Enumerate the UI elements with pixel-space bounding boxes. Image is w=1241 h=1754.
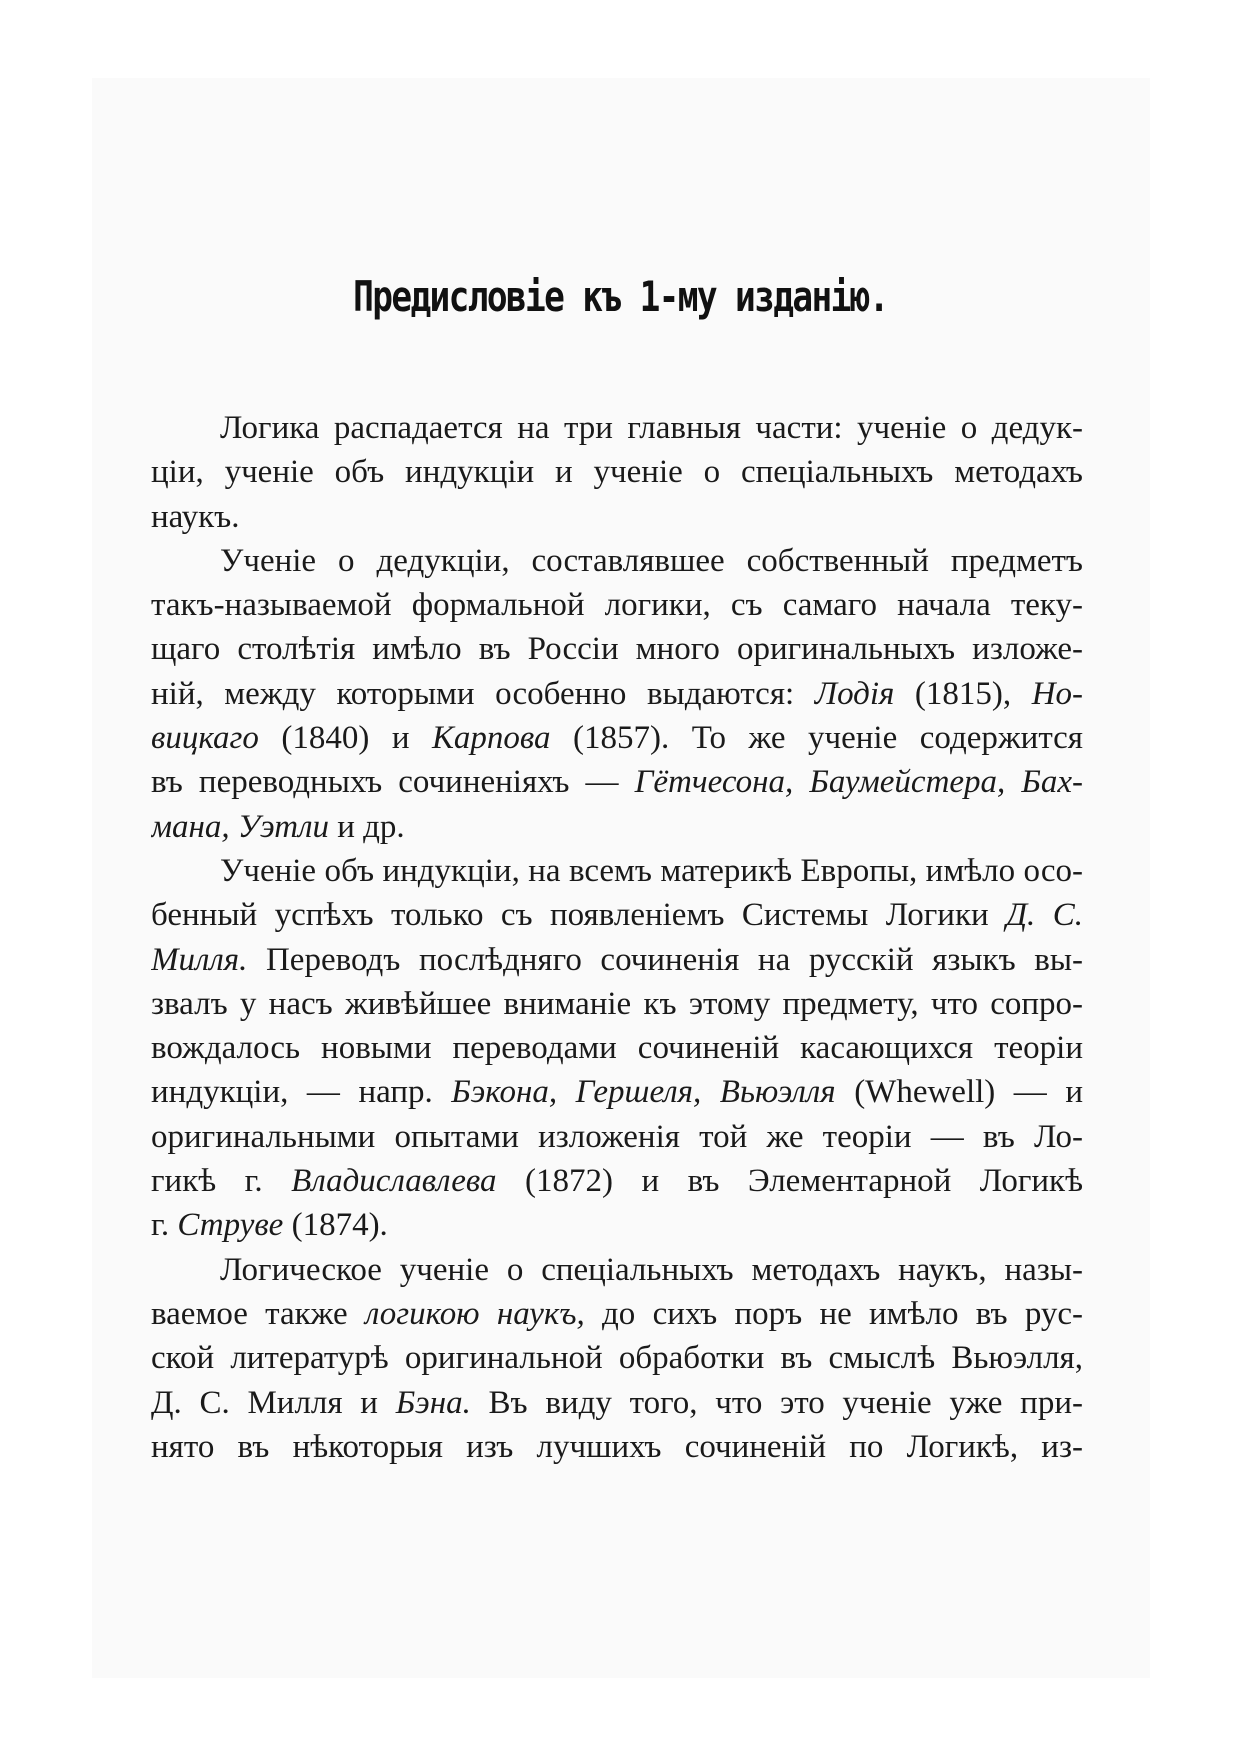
text-segment: до сихъ поръ не имѣло въ рус- — [584, 1295, 1083, 1332]
text-segment: ской литературѣ оригинальной обработки въ смыслѣ Вьюэлля, — [151, 1340, 1083, 1377]
text-line — [151, 1026, 1083, 1070]
text-line — [151, 672, 1083, 716]
text-line — [151, 760, 1083, 804]
text-segment: (1872) и въ Элементарной Логикѣ — [496, 1163, 1083, 1200]
text-segment: индукціи, — напр. — [151, 1074, 452, 1111]
italic-segment: Бэна. — [395, 1384, 471, 1421]
body-text — [151, 406, 1083, 1469]
italic-segment: Карпова — [432, 720, 551, 757]
italic-segment: мана, Уэтли — [151, 808, 329, 845]
text-segment: наукъ. — [151, 498, 240, 535]
text-segment: (1840) и — [258, 720, 433, 757]
italic-segment: Гётчесона, Баумейстера, Бах- — [634, 764, 1083, 801]
text-segment: (1815), — [894, 675, 1032, 712]
text-segment: Д. С. Милля и — [151, 1384, 396, 1421]
text-line — [151, 406, 1083, 450]
text-segment: (1874). — [283, 1207, 388, 1244]
text-segment: Ученіе объ индукціи, на всемъ материкѣ Европы, имѣло осо- — [220, 852, 1083, 889]
text-line — [151, 1159, 1083, 1203]
text-segment: щаго столѣтія имѣло въ Россіи много оригинальныхъ изложе- — [151, 631, 1083, 668]
text-line — [151, 1425, 1083, 1469]
text-line — [151, 1115, 1083, 1159]
text-line — [151, 583, 1083, 627]
italic-segment: логикою наукъ, — [364, 1295, 585, 1332]
italic-segment: Милля. — [151, 941, 248, 978]
text-segment: нято въ нѣкоторыя изъ лучшихъ сочиненій по Логикѣ, из- — [151, 1428, 1083, 1465]
text-segment: Ученіе о дедукціи, составлявшее собственный предметъ — [220, 542, 1083, 579]
italic-segment: Д. С. — [1006, 897, 1083, 934]
text-segment: (Whewell) — и — [835, 1074, 1083, 1111]
text-line — [151, 893, 1083, 937]
text-line — [151, 1070, 1083, 1114]
text-segment: ціи, ученіе объ индукціи и ученіе о спеціальныхъ методахъ — [151, 454, 1083, 491]
text-segment: (1857). То же ученіе содержится — [550, 720, 1083, 757]
text-segment: Логика распадается на три главныя части: ученіе о дедук- — [220, 410, 1083, 446]
text-segment: оригинальными опытами изложенія той же теоріи — въ Ло- — [151, 1118, 1083, 1155]
page-title: Предисловіе къ 1-му изданію. — [353, 272, 888, 321]
text-segment: бенный успѣхъ только съ появленіемъ Системы Логики — [151, 897, 1007, 934]
text-segment: въ переводныхъ сочиненіяхъ — — [151, 764, 635, 801]
text-segment: звалъ у насъ живѣйшее вниманіе къ этому предмету, что сопро- — [151, 985, 1083, 1022]
italic-segment: Владиславлева — [291, 1163, 497, 1200]
text-line — [151, 627, 1083, 671]
text-segment: вождалось новыми переводами сочиненій касающихся теоріи — [151, 1030, 1083, 1067]
italic-segment: Бэкона, Гершеля, Вьюэлля — [451, 1074, 836, 1111]
text-line — [151, 1248, 1083, 1292]
text-line — [151, 450, 1083, 494]
text-line — [151, 1292, 1083, 1336]
text-segment: гикѣ г. — [151, 1163, 292, 1200]
italic-segment: Лодія — [814, 675, 895, 712]
text-segment: Въ виду того, что это ученіе уже при- — [470, 1384, 1083, 1421]
text-line — [151, 495, 1083, 539]
text-line — [151, 938, 1083, 982]
text-line — [151, 539, 1083, 583]
text-segment: г. — [151, 1207, 178, 1244]
text-segment: ній, между которыми особенно выдаются: — [151, 675, 815, 712]
text-segment: и др. — [328, 808, 405, 845]
text-segment: ваемое также — [151, 1295, 365, 1332]
text-segment: Переводъ послѣдняго сочиненія на русскій языкъ вы- — [247, 941, 1083, 978]
italic-segment: Но- — [1031, 675, 1083, 712]
text-segment: Логическое ученіе о спеціальныхъ методахъ наукъ, назы- — [220, 1251, 1083, 1288]
text-line — [151, 716, 1083, 760]
text-line — [151, 982, 1083, 1026]
italic-segment: Струве — [177, 1207, 284, 1244]
text-line — [151, 849, 1083, 893]
text-line — [151, 1381, 1083, 1425]
text-segment: такъ-называемой формальной логики, съ самаго начала теку- — [151, 587, 1083, 624]
italic-segment: вицкаго — [151, 720, 259, 757]
text-line — [151, 1203, 1083, 1247]
text-line — [151, 805, 1083, 849]
text-line — [151, 1336, 1083, 1380]
